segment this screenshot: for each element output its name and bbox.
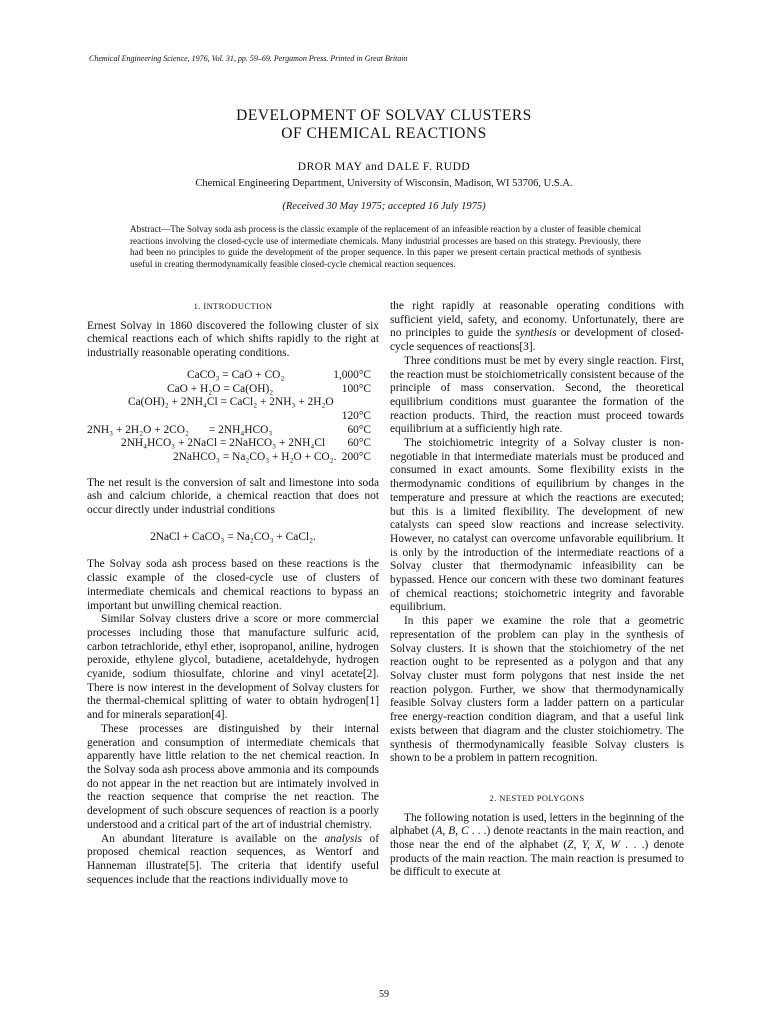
reaction-row [87, 424, 379, 438]
intro-paragraph-1: Ernest Solvay in 1860 discovered the following cluster of six chemical reactions each of which shifts rapidly to the right at industrially reasonable operating conditions. [87, 319, 379, 360]
text-run: An abundant literature is available on the [101, 832, 325, 845]
reaction-row [87, 410, 379, 424]
reaction-temperature: 200°C [341, 450, 371, 463]
reaction-temperature: 60°C [347, 423, 371, 436]
reaction-equation: CaO + H₂O = Ca(OH)₂ [167, 382, 274, 395]
page-number: 59 [379, 989, 389, 1000]
right-paragraph-5 [390, 812, 684, 881]
reaction-row [87, 383, 379, 397]
left-column [87, 300, 379, 887]
reaction-equation: 2NaHCO₃ = Na₂CO₃ + H₂O + CO₂. [173, 450, 337, 463]
text-run: the right rapidly at reasonable operating conditions with sufficient yield, safety, and economy. Unfortunately, there are no principles to guide the [390, 300, 684, 340]
journal-citation: Chemical Engineering Science, 1976, Vol. 31, pp. 59–69. Pergamon Press. Printed in Great Britain [89, 54, 408, 63]
reaction-equation: 2NH₃ + 2H₂O + 2CO₂ = 2NH₄HCO₃ [87, 423, 273, 436]
paper-title-line-1: DEVELOPMENT OF SOLVAY CLUSTERS [236, 107, 532, 124]
net-reaction: 2NaCl + CaCO₃ = Na₂CO₃ + CaCl₂. [150, 530, 316, 543]
intro-paragraph-5: These processes are distinguished by their internal generation and consumption of intermediate chemicals that apparently have little relation to the net chemical reaction. In the Solvay soda ash process above ammonia and its compounds do not appear in the net reaction but are intimately involved in the reaction sequence that comprise the net reaction. The development of such obscure sequences of reaction is a poorly understood and a critical part of the art of industrial chemistry. [87, 722, 379, 831]
intro-paragraph-4: Similar Solvay clusters drive a score or more commercial processes including those that manufacture sulfuric acid, carbon tetrachloride, ethyl ether, isopropanol, aniline, hydrogen peroxide, ethylene glycol, butadiene, acetaldehyde, hydrogen cyanide, sodium thiosulfate, chlorine and vinyl acetate[2]. There is now interest in the development of Solvay clusters for the thermal-chemical splitting of water to obtain hydrogen[1] and for minerals separation[4]. [87, 613, 379, 722]
reaction-equation: 2NH₄HCO₃ + 2NaCl = 2NaHCO₃ + 2NH₄Cl [121, 437, 326, 450]
right-column [390, 300, 684, 880]
reaction-list [87, 369, 379, 465]
emphasis: A, B, C [435, 825, 469, 838]
section-heading-nested-polygons: 2. NESTED POLYGONS [489, 792, 585, 803]
abstract: Abstract—The Solvay soda ash process is the classic example of the replacement of an infeasible reaction by a cluster of feasible chemical reactions involving the closed-cycle use of intermediate chemicals. Many industrial processes are based on this strategy. Previously, there had been no principles to guide the development of the proper sequence. In this paper we present certain practical methods of synthesis useful in creating thermodynamically feasible closed-cycle chemical reaction sequences. [130, 224, 641, 269]
intro-paragraph-3: The Solvay soda ash process based on these reactions is the classic example of the closed-cycle use of clusters of intermediate chemicals and chemical reactions to bypass an important but unwilling chemical reaction. [87, 558, 379, 612]
paper-title-line-2: OF CHEMICAL REACTIONS [281, 125, 487, 142]
right-paragraph-1 [390, 300, 684, 355]
received-dates: (Received 30 May 1975; accepted 16 July 1975) [282, 201, 486, 212]
reaction-row [87, 437, 379, 451]
reaction-temperature: 60°C [347, 437, 371, 450]
reaction-equation: Ca(OH)₂ + 2NH₄Cl = CaCl₂ + 2NH₃ + 2H₂O [128, 396, 334, 409]
reaction-equation: CaCO₃ = CaO + CO₂ [187, 368, 285, 381]
right-paragraph-4: In this paper we examine the role that a geometric representation of the problem can play in the synthesis of Solvay clusters. It is shown that the stoichiometry of the net reaction ought to be represented as a polygon and that any Solvay cluster must form polygons that nest inside the net reaction polygon. Further, we show that thermodynamically feasible Solvay clusters form a ladder pattern on a particular free energy-reaction condition diagram, and that a useful link exists between that diagram and the cluster stoichiometry. The synthesis of thermodynamically feasible Solvay clusters is shown to be a problem in pattern recognition. [390, 615, 684, 765]
reaction-row [87, 451, 379, 465]
emphasis: Z, Y, X, W [567, 839, 620, 852]
affiliation: Chemical Engineering Department, University of Wisconsin, Madison, WI 53706, U.S.A. [195, 178, 573, 189]
reaction-row [87, 396, 379, 410]
intro-paragraph-2: The net result is the conversion of salt and limestone into soda ash and calcium chloride, a chemical reaction that does not occur directly under industrial conditions [87, 476, 379, 517]
text-run: . . .) denote reactants in the main reaction, and those near the end of the alphabet ( [390, 825, 684, 852]
intro-paragraph-6 [87, 833, 379, 888]
reaction-temperature: 120°C [341, 409, 371, 422]
text-run: The following notation is used, letters in the beginning of the alphabet ( [390, 811, 684, 838]
right-paragraph-2: Three conditions must be met by every single reaction. First, the reaction must be stoichiometrically consistent because of the principle of mass conservation. Second, the theoretical equilibrium conditions must guarantee the formation of the reaction products. Third, the reaction must proceed towards equilibrium at a sufficiently high rate. [390, 354, 684, 436]
emphasis: synthesis [515, 327, 557, 340]
text-run: . . .) denote products of the main reaction. The main reaction is presumed to be difficult to execute at [390, 839, 684, 879]
reaction-row [87, 369, 379, 383]
right-paragraph-3: The stoichiometric integrity of a Solvay cluster is non-negotiable in that intermediate materials must be produced and consumed in exact amounts. Some flexibility exists in the thermodynamic conditions of equilibrium by changes in the temperature and pressure at which the reactions are executed; but this is a limited flexibility. The development of new catalysts can speed slow reactions and increase selectivity. However, no catalyst can overcome unfavorable equilibrium. It is only by the introduction of the intermediate reactions of a Solvay cluster that thermodynamic infeasibility can be bypassed. Hence our concern with these two dominant features of chemical reactions; stoichometric integrity and favorable equilibrium. [390, 437, 684, 614]
section-heading-introduction: 1. INTRODUCTION [193, 301, 273, 311]
text-run: or development of closed-cycle sequences of reactions[3]. [390, 327, 684, 354]
emphasis: analysis [324, 832, 362, 845]
text-run: of proposed chemical reaction sequences, as Wentorf and Hanneman illustrate[5]. The criteria that identify useful sequences include that the reactions individually move to [87, 832, 379, 886]
reaction-temperature: 1,000°C [333, 368, 371, 381]
reaction-temperature: 100°C [341, 382, 371, 395]
authors: DROR MAY and DALE F. RUDD [297, 161, 471, 173]
